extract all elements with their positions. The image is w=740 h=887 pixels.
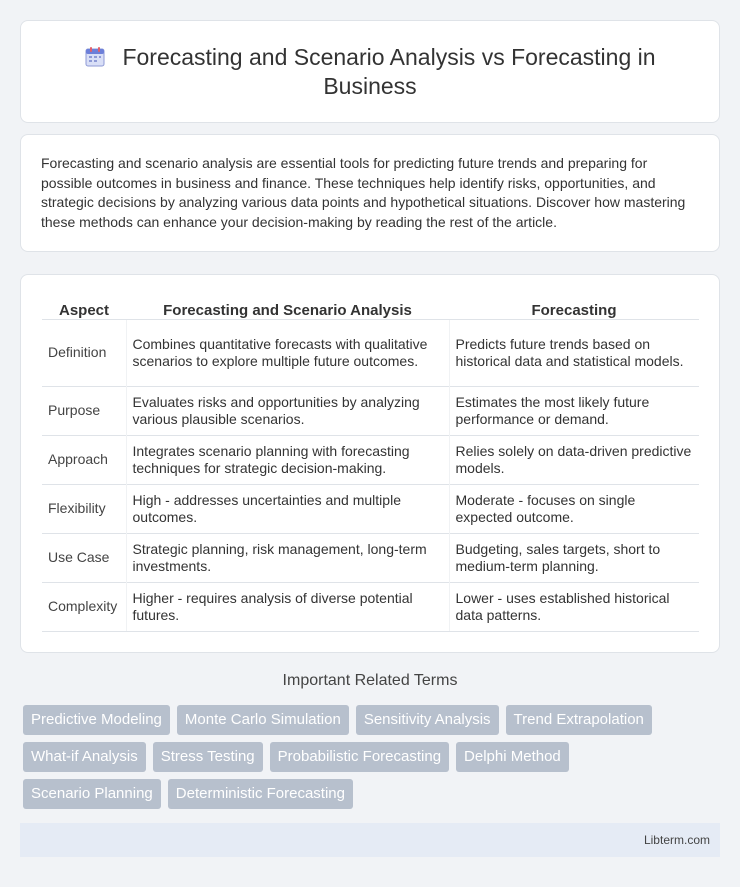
row-aspect: Approach [42,435,126,484]
row-aspect: Definition [42,319,126,386]
header-card [20,20,720,123]
row-forecasting-cell: Lower - uses established historical data patterns. [449,582,699,631]
row-aspect: Flexibility [42,484,126,533]
page-title: Forecasting and Scenario Analysis vs Forecasting in Business [122,43,656,99]
header-aspect: Aspect [58,301,110,319]
table-header-row [42,295,699,319]
row-forecasting-cell: Estimates the most likely future performance or demand. [449,386,699,435]
header-scenario-analysis: Forecasting and Scenario Analysis [163,301,412,319]
table-row [42,582,699,631]
table-row [42,484,699,533]
related-term-tag[interactable]: Stress Testing [153,742,263,772]
related-term-tag[interactable]: Scenario Planning [23,779,161,809]
row-scenario-cell: Higher - requires analysis of diverse potential futures. [126,582,449,631]
row-scenario-cell: Integrates scenario planning with forecasting techniques for strategic decision-making. [126,435,449,484]
page-title-wrap [50,43,690,101]
row-aspect: Purpose [42,386,126,435]
row-forecasting-cell: Moderate - focuses on single expected outcome. [449,484,699,533]
related-term-tag[interactable]: Probabilistic Forecasting [270,742,449,772]
footer [20,823,720,857]
comparison-card [20,274,720,653]
row-forecasting-cell: Budgeting, sales targets, short to medium-term planning. [449,533,699,582]
table-row [42,533,699,582]
row-scenario-cell: Combines quantitative forecasts with qualitative scenarios to explore multiple future outcomes. [126,319,449,386]
row-forecasting-cell: Predicts future trends based on historical data and statistical models. [449,319,699,386]
intro-card [20,134,720,252]
related-terms-list [23,705,713,809]
row-scenario-cell: High - addresses uncertainties and multiple outcomes. [126,484,449,533]
related-term-tag[interactable]: Monte Carlo Simulation [177,705,349,735]
related-term-tag[interactable]: What-if Analysis [23,742,146,772]
related-term-tag[interactable]: Deterministic Forecasting [168,779,353,809]
table-row [42,386,699,435]
table-row [42,319,699,386]
related-term-tag[interactable]: Delphi Method [456,742,569,772]
related-term-tag[interactable]: Sensitivity Analysis [356,705,499,735]
related-term-tag[interactable]: Trend Extrapolation [506,705,652,735]
row-aspect: Use Case [42,533,126,582]
related-terms-heading: Important Related Terms [282,672,458,689]
calendar-icon [84,46,106,68]
intro-text: Forecasting and scenario analysis are essential tools for predicting future trends and preparing for possible outcomes in business and finance. These techniques help identify risks, opportunities, and strategic decisions by analyzing various data points and hypothetical situations. Discover how mastering these methods can enhance your decision-making by reading the rest of the article. [41,155,686,230]
footer-site-link[interactable]: Libterm.com [643,833,710,847]
row-scenario-cell: Evaluates risks and opportunities by analyzing various plausible scenarios. [126,386,449,435]
row-forecasting-cell: Relies solely on data-driven predictive models. [449,435,699,484]
comparison-table [42,295,699,632]
table-row [42,435,699,484]
row-scenario-cell: Strategic planning, risk management, long-term investments. [126,533,449,582]
related-term-tag[interactable]: Predictive Modeling [23,705,170,735]
header-forecasting: Forecasting [531,301,617,319]
row-aspect: Complexity [42,582,126,631]
